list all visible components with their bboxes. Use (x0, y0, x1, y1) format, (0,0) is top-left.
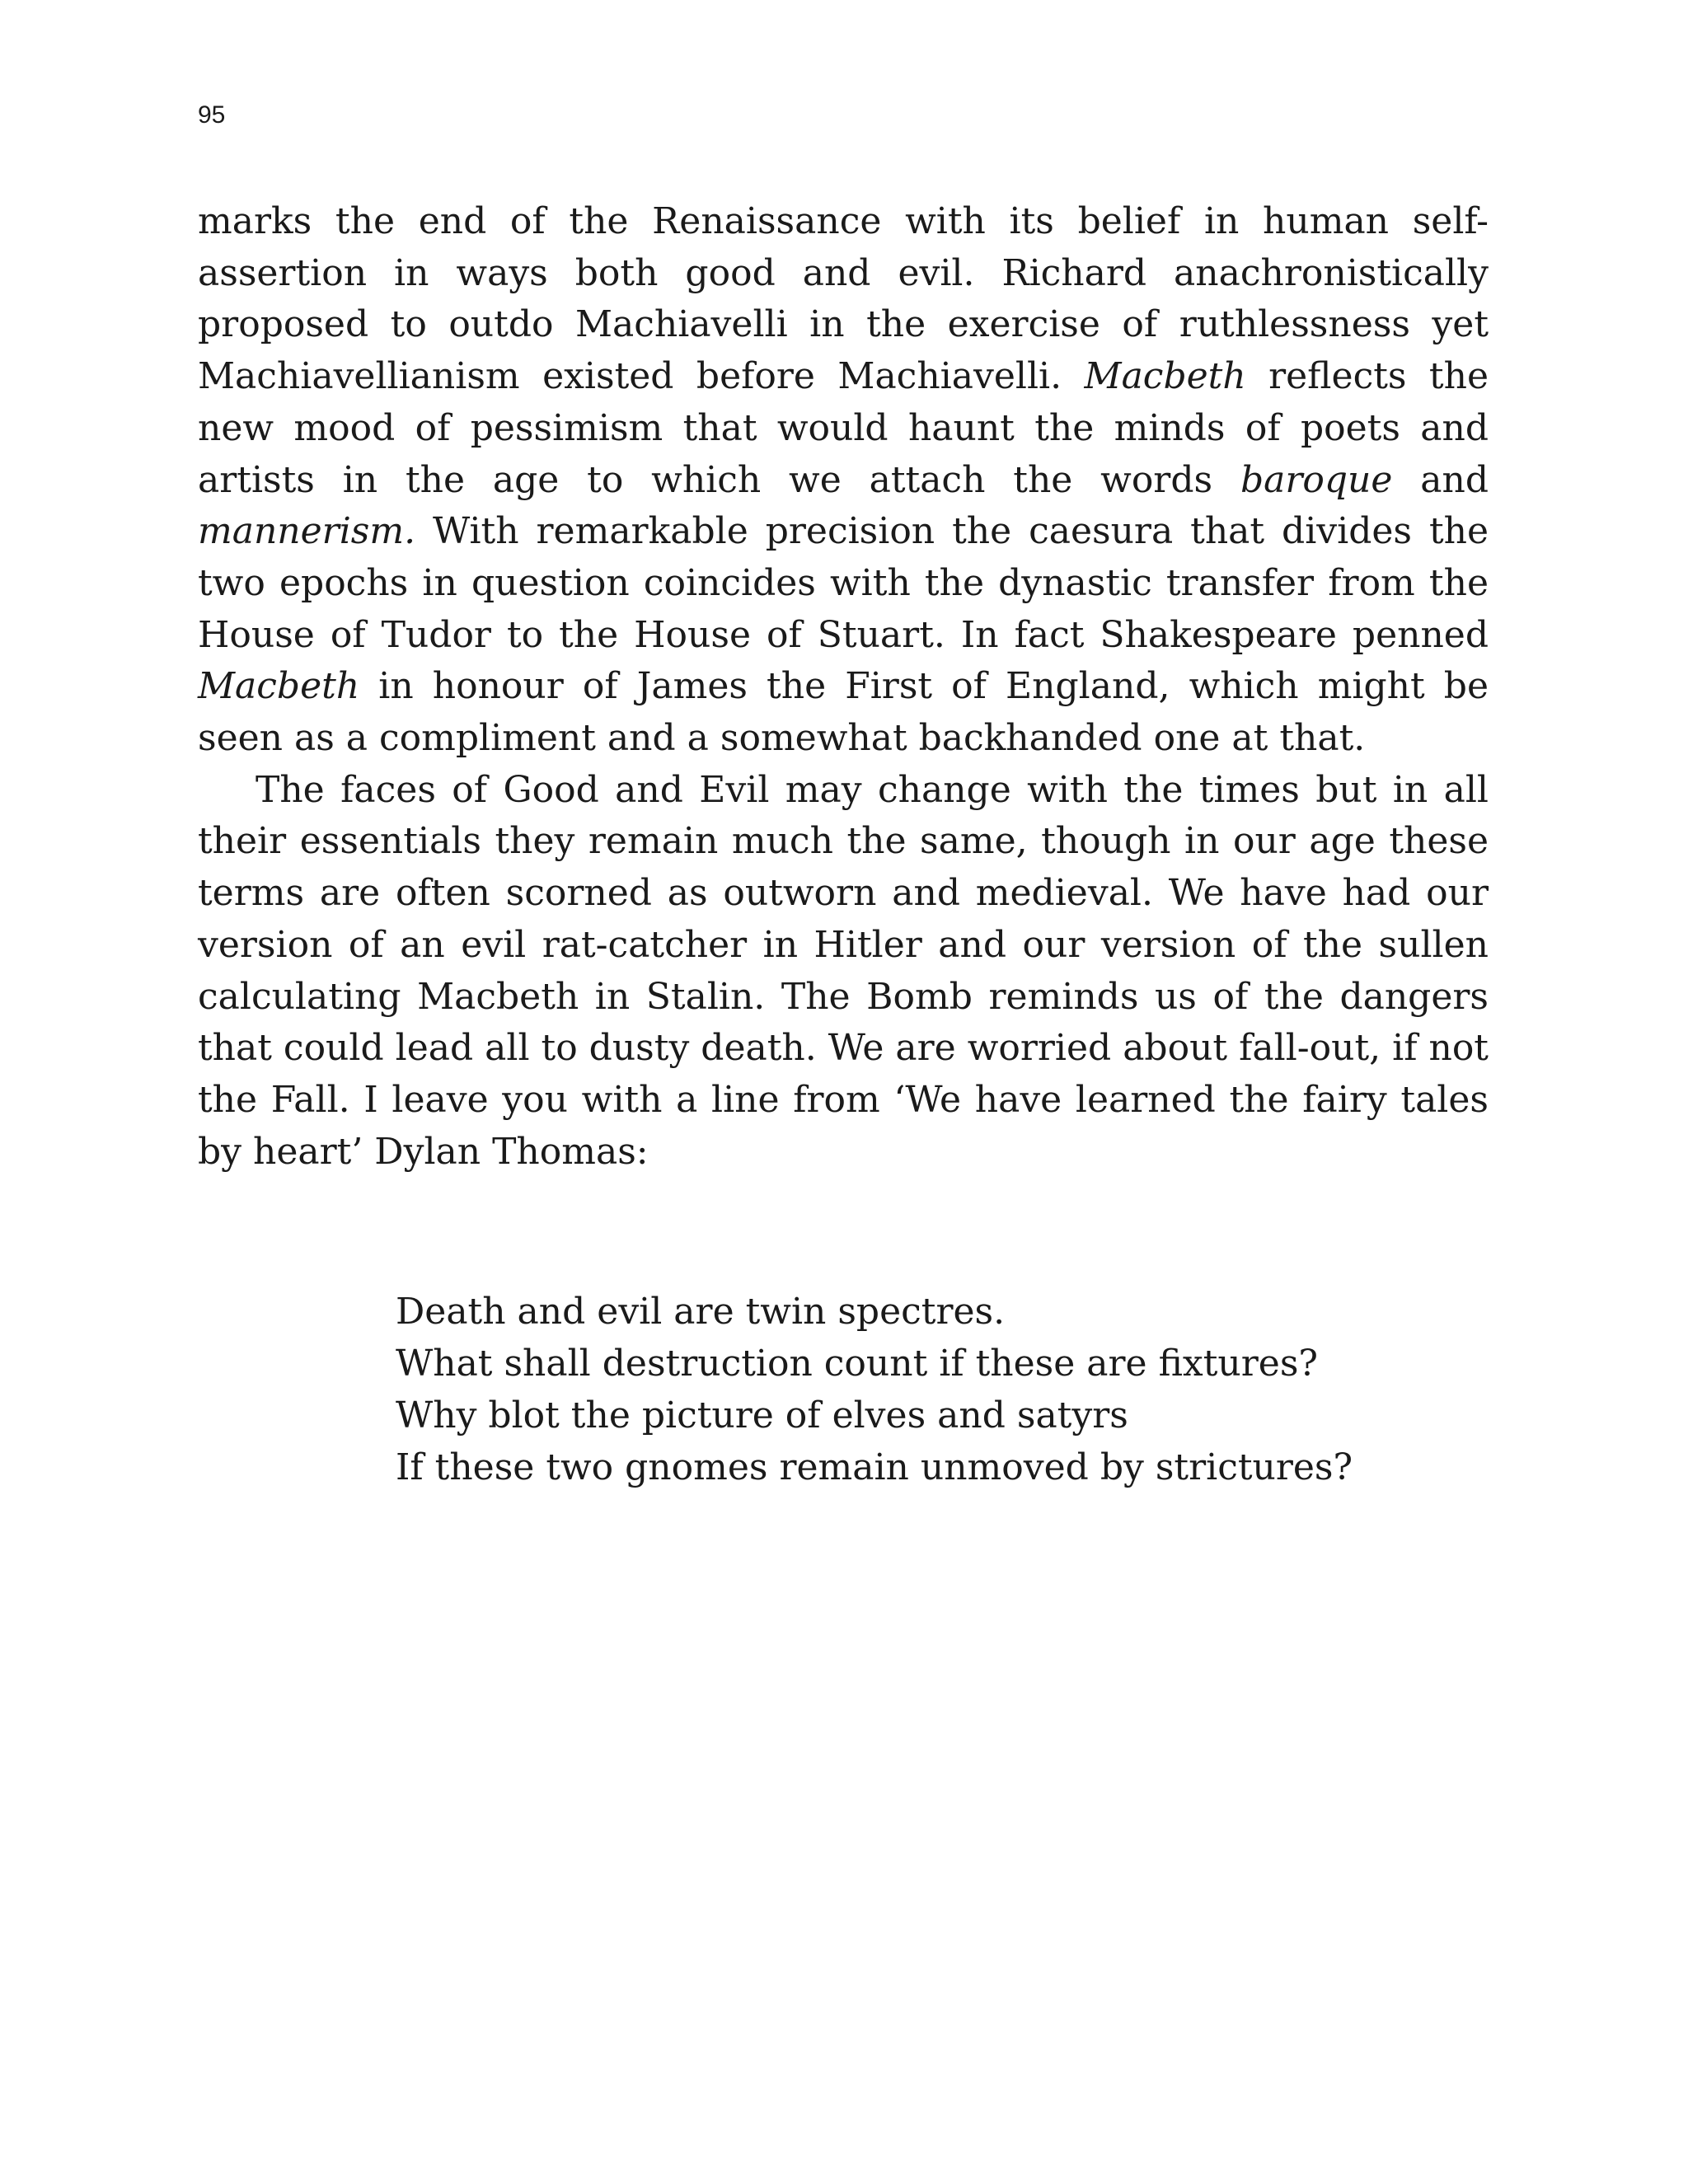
title-macbeth-2: Macbeth (198, 665, 360, 708)
poem-line: Death and evil are twin spectres. (396, 1291, 1006, 1333)
poem-quote (396, 1286, 1353, 1493)
paragraph-1 (198, 196, 1489, 765)
paragraph-1-text-1: marks the end of the Renaissance with its belief in human self-assertion in ways both good and evil. Richard anachronistically proposed to outdo Machiavelli in the exercise of ruthlessness yet Machiavellianism existed before Machiavelli. (198, 200, 1489, 398)
title-macbeth: Macbeth (1084, 355, 1246, 398)
poem-line: What shall destruction count if these are fixtures? (396, 1343, 1318, 1385)
poem-line: If these two gnomes remain unmoved by strictures? (396, 1446, 1353, 1488)
term-baroque: baroque (1240, 458, 1393, 501)
poem-line: Why blot the picture of elves and satyrs (396, 1394, 1128, 1436)
paragraph-1-text-4: With remarkable precision the caesura that divides the two epochs in question coincides with the dynastic transfer from the House of Tudor to the House of Stuart. In fact Shakespeare penned (198, 510, 1489, 656)
paragraph-1-text-2: reflects the new mood of pessimism that would haunt the minds of poets and artists in the age to which we attach the words (198, 355, 1489, 501)
page-number: 95 (198, 101, 226, 129)
paragraph-1-text-3: and (1392, 458, 1489, 501)
body-text (198, 196, 1489, 1178)
paragraph-2: The faces of Good and Evil may change with the times but in all their essentials they remain much the same, though in our age these terms are often scorned as outworn and medieval. We have had our version of an evil rat-catcher in Hitler and our version of the sullen calculating Macbeth in Stalin. The Bomb reminds us of the dangers that could lead all to dusty death. We are worried about fall-out, if not the Fall. I leave you with a line from ‘We have learned the fairy tales by heart’ Dylan Thomas: (198, 768, 1489, 1173)
term-mannerism: mannerism. (198, 510, 416, 553)
paragraph-1-text-5: in honour of James the First of England, which might be seen as a compliment and a somewhat backhanded one at that. (198, 665, 1489, 760)
